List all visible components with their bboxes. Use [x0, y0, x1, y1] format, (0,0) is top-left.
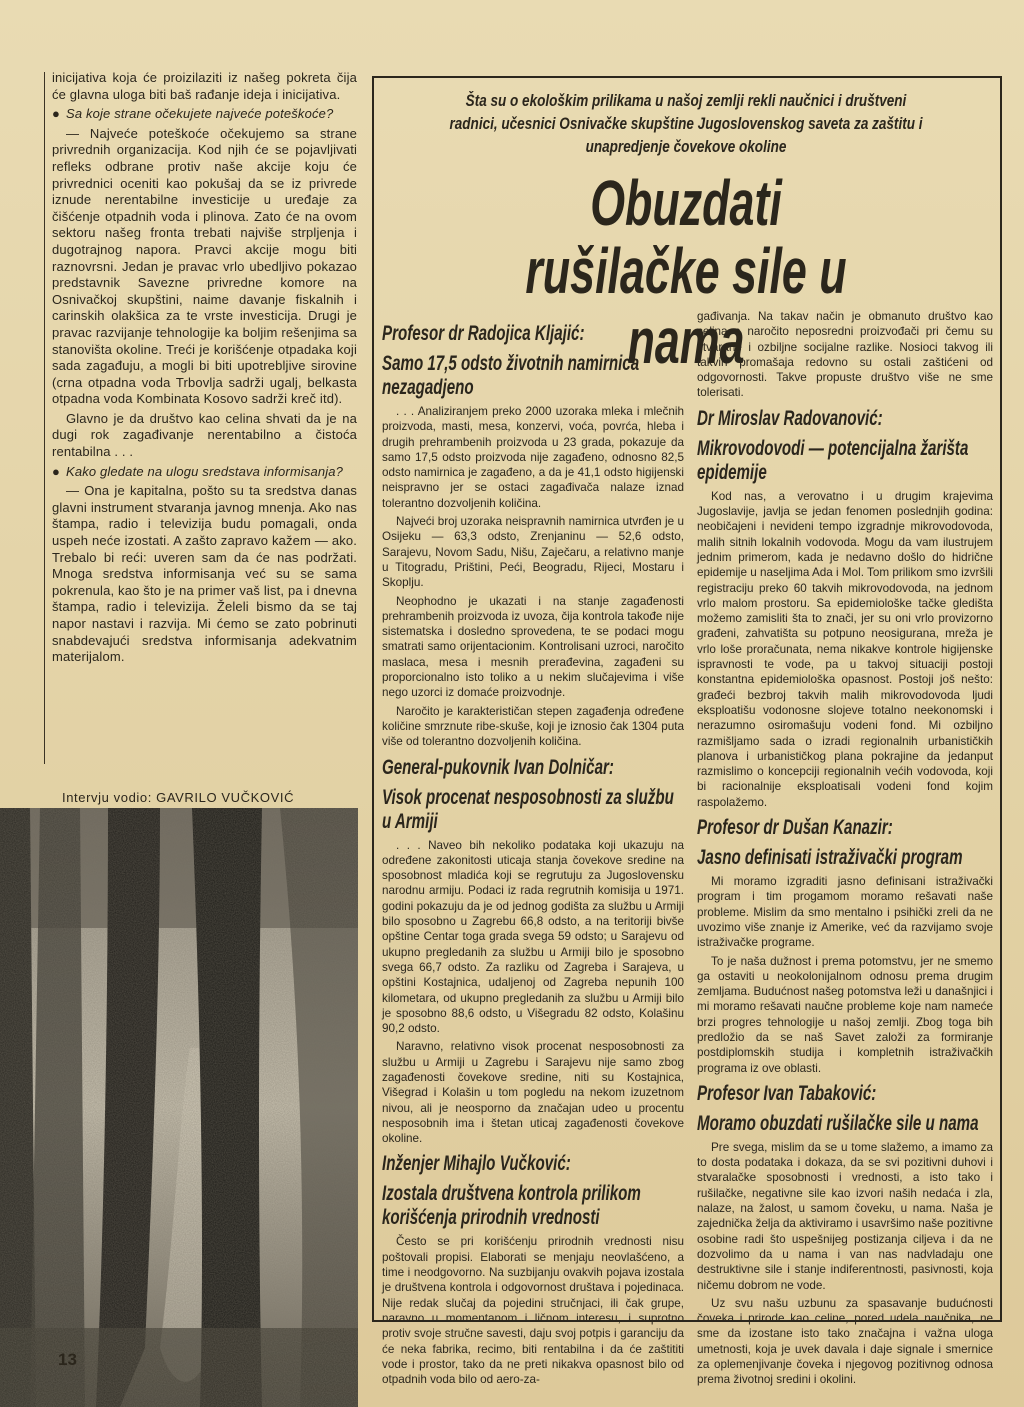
paragraph: Naravno, relativno visok procenat nesposobnosti za službu u Armiji u Zagrebu i Sarajevu nije samo zbog zagađenosti čovekove sredine, niti su Kostajnica, Višegrad i Kolašin u tom pogledu na nekom izuzetnom nivou, ali je neosporno da značajan udeo u procentu nesposobnih ima i štetan uticaj zagađenosti čovekove okoline.: [382, 1040, 684, 1146]
subheading: Moramo obuzdati rušilačke sile u nama: [697, 1111, 979, 1135]
paragraph: gađivanja. Na takav način je obmanuto društvo kao celina a naročito neposredni proizvođači pri čemu su stvarane i ozbiljne socijalne razlike. Nosioci takvog ili takvih promašaja redovno su ostali zaštićeni od odgovornosti. Takve propuste društvo više ne sme tolerisati.: [697, 310, 993, 400]
paragraph: — Ona je kapitalna, pošto su ta sredstva danas glavni instrument stvaranja javnog mnenja. Ako nas štampa, radio i televizija budu pomagali, onda uspeh neće izostati. A zašto zapravo kažem — ako. Trebalo bi reći: uveren sam da će nas podržati. Mnoga sredstva informisanja već su se sama pokrenula, kao što je na primer vaš list, pa i dnevna štampa, radio i televizija. Želeli bismo da se taj napor nastavi i razvija. Mi ćemo se zato pobrinuti snabdevajući sredstva informisanja adekvatnim materijalom.: [52, 483, 357, 665]
subheading: Visok procenat nesposobnosti za službu u Armiji: [382, 785, 674, 833]
paragraph: Neophodno je ukazati i na stanje zagađenosti prehrambenih proizvoda iz uvoza, čija kontrola takođe nije sistematska i dosledno sprovedena, te se podaci mogu smatrati samo orijentacionim. Kontrolisani uzroci, naročito maslaca, mesa i mesnih prerađevina, zagađeni su proporcionalno isto toliko a u nekim slučajevima i više nego uzorci iz domaće proizvodnje.: [382, 594, 684, 700]
subheading: Profesor dr Dušan Kanazir:: [697, 816, 893, 840]
interview-question: [52, 106, 357, 123]
bullet-icon: ●: [52, 106, 61, 122]
paragraph: Često se pri korišćenju prirodnih vrednosti nisu poštovali propisi. Elaborati se menjaju neovlašćeno, a time i neodgovorno. Na suzbijanju ovakvih pojava izostala je društvena kontrola i odgovornost društava i pojedinaca. Nije redak slučaj da pojedini stručnjaci, ili čak grupe, naravno u momentanom i ličnom interesu, i suprotno protiv svoje stručne savesti, daju svoj potpis i garanciju da će neka fabrika, recimo, biti rentabilna i da će zaštititi vode i prostor, tako da ne preti nikakva opasnost bilo od otpadnih voda bilo od aero-za-: [382, 1235, 684, 1387]
forest-photo-image: [0, 808, 358, 1407]
paragraph: Uz svu našu uzbunu za spasavanje budućnosti čoveka i prirode kao celine, pored udela naučnika, ne sme da izostane isto tako značajna i važna uloga umetnosti, koja je uvek davala i daje signale i smernice za oplemenjivanje čoveka i njegovog pozitivnog odnosa prema životnoj sredini i okolini.: [697, 1296, 993, 1387]
paragraph: Naročito je karakterističan stepen zagađenja određene količine smrznute ribe-skuše, koji je iznosio čak 1304 puta više od tolerantno dozvoljenih količina.: [382, 704, 684, 749]
forest-photo: [0, 808, 358, 1407]
subheading: Jasno definisati istraživački program: [697, 846, 963, 870]
headline-line-2: rušilačke sile u nama: [525, 235, 847, 377]
paragraph: Najveći broj uzoraka neispravnih namirnica utvrđen je u Osijeku — 63,3 odsto, Zrenjaninu — 52,6 odsto, Sarajevu, Novom Sadu, Nišu, Zaječaru, a relativno manje u Titogradu, Prištini, Peći, Beogradu, Rijeci, Mostaru i Skoplju.: [382, 515, 684, 590]
paragraph: — Najveće poteškoće očekujemo sa strane privrednih organizacija. Kod njih će se pojavljivati refleks odbrane protiv naše akcije koju će privrednici oceniti kao pokušaj da se iz privrede iznude nerentabilne investicije u uređaje za čišćenje otpadnih voda i plinova. Zato će na ovom sektoru našeg fronta trebati najviše strpljenja i dugotrajnog napora. Pravci akcije mogu biti raznovrsni. Jedan je pravac vrlo ubedljivo pokazao predstavnik Savezne privredne komore na Osnivačkoj skupštini, naime davanje fiskalnih i carinskih olakšica za te vrste investicija. Drugi je pravac razvijanje tehnologije ka boljim rešenjima sa stanovišta okoline. Treći je korišćenje otpadaka koji sada zagađuju, a mogli bi biti upotrebljive sirovine (crna otpadna voda Trbovlja sadrži ugalj, belkasta otpadna voda Kombinata Kosovo sadrži kreč itd).: [52, 125, 357, 407]
middle-column: [382, 316, 684, 1390]
paragraph: Glavno je da društvo kao celina shvati da je na dugi rok zagađivanje nerentabilno a čistoća rentabilna . . .: [52, 410, 357, 460]
left-column: [52, 70, 357, 669]
subheading: Samo 17,5 odsto životnih namirnica nezagadjeno: [382, 352, 640, 399]
subheading: Izostala društvena kontrola prilikom korišćenja prirodnih vrednosti: [382, 1182, 641, 1230]
paragraph: . . . Analiziranjem preko 2000 uzoraka mleka i mlečnih proizvoda, masti, mesa, konzervi, voća, povrća, hleba i drugih prehrambenih proizvoda u 23 grada, pokazuje da samo 17,5 odsto proizvoda nije zagađeno, odnosno 82,5 odsto namirnica je zagađeno, a da je 41,1 odsto higijenski neispravno jer se ostaci zagađivača nalaze iznad tolerantno dozvoljenih količina.: [382, 405, 684, 510]
paragraph: Pre svega, mislim da se u tome slažemo, a imamo za to dosta podataka i dokaza, da se svi pozitivni duhovi i stvaralačke sposobnosti i vrednosti, a isto tako i rušilačke, negativne sile kao izvori naših nedaća i zla, nalaze, na žalost, u samom čoveku, u nama. Naša je zajednička želja da aktiviramo i usavršimo naše pozitivne osobine radi što uspešnijeg postizanja ciljeva i da ne dozvolimo da u nama i van nas nadvladaju one destruktivne sile i stanje indiferentnosti, pasivnosti, koja ničemu dobrom ne vode.: [697, 1140, 993, 1292]
subheading: Inženjer Mihajlo Vučković:: [382, 1152, 571, 1176]
paragraph: Mi moramo izgraditi jasno definisani istraživački program i tim progamom moramo rešavati naše probleme. Mislim da smo mentalno i psihički zreli da ne uvozimo više znanje iz Amerike, već da razvijamo svoje istraživačke programe.: [697, 875, 993, 950]
right-column: [697, 309, 993, 1391]
subheading: Dr Miroslav Radovanović:: [697, 406, 883, 430]
subheading: Profesor Ivan Tabaković:: [697, 1081, 877, 1105]
headline-line-1: Obuzdati: [590, 167, 782, 239]
bullet-icon: ●: [52, 463, 61, 479]
left-column-rule: [44, 72, 45, 764]
question-text: Kako gledate na ulogu sredstava informisanja?: [66, 463, 344, 479]
article-lead: Šta su o ekološkim prilikama u našoj zemlji rekli naučnici i društveni radnici, učesnici Osnivačke skupštine Jugoslovenskog saveta za zaštitu i unapredjenje čovekove okoline: [449, 92, 923, 156]
page-number: 13: [58, 1350, 77, 1369]
paragraph: . . . Naveo bih nekoliko podataka koji ukazuju na određene zakonitosti uticaja stanja čovekove sredine na sposobnost mladića koji se regrutuju za Jugoslovensku narodnu armiju. Podaci iz rada regrutnih komisija u 1971. godini pokazuju da je od jednog godišta za službu u Armiji bilo sposobno u Zagrebu 66,8 odsto, a na teritoriji bivše opštine Centar toga grada svega 59 odsto; u Sarajevu od ukupno pregledanih za službu u Armiji bilo je sposobno svega 66,7 odsto. Za razliku od Zagreba i Sarajeva, u opštini Kostajnica, udaljenoj od Zagreba nepunih 100 kilometara, od ukupno pregledanih za službu u Armiji bilo je sposobno 88,6 odsto, u Višegradu 82 odsto, Kolašinu 90,2 odsto.: [382, 838, 684, 1036]
question-text: Sa koje strane očekujete najveće poteškoće?: [66, 106, 334, 122]
paragraph: Kod nas, a verovatno i u drugim krajevima Jugoslavije, javlja se jedan fenomen poslednjih godina: neobičajeni i nevideni tempo izgradnje mikrovodovoda, malih sitnih lokalnih vodovoda. Mogu da vam ilustrujem jednim primerom, kada je nedavno došlo do hidrične epidemije u naseljima Ada i Mol. Tom prilikom smo izvršili registraciju preko 60 takvih mikrovodovoda, na jednom vrlo malom prostoru. Sa epidemiološke tačke gledišta možemo zamisliti šta to znači, jer su oni vrlo provizorno građeni, zahvatišta su potpuno neosigurana, mreža je vrlo loše proračunata, nema nikakve kontrole higijenske ispravnosti te vode, pa u takvoj situaciji postoji konstantna epidemiološka opasnost. Postoji još nešto: građeći bezbroj takvih malih mikrovodovoda ljudi eksploatišu vodonosne slojeve totalno neekonomski i nerazumno osiromašuju vodeni fond. Mi ozbiljno razmišljamo sada o izradi regionalnih urbanističkih planova i urbanističkog plana pokrajine da jedanput razmislimo o koncepciji regionalnih većih vodovoda, koji bi racionalnije eksploatisali vodeni fond kojim raspolažemo.: [697, 489, 993, 809]
interview-credit: Intervju vodio: GAVRILO VUČKOVIĆ: [62, 790, 295, 805]
subheading: Profesor dr Radojica Kljajić:: [382, 322, 585, 345]
subheading: Mikrovodovodi — potencijalna žarišta epidemije: [697, 436, 969, 484]
interview-question: [52, 464, 357, 481]
paragraph: inicijativa koja će proizilaziti iz našeg pokreta čija će glavna uloga biti baš rađanje ideja i inicijativa.: [52, 70, 357, 102]
subheading: General-pukovnik Ivan Dolničar:: [382, 755, 614, 779]
paragraph: To je naša dužnost i prema potomstvu, jer ne smemo ga ostaviti u neokolonijalnom odnosu prema drugim zemljama. Budućnost našeg potomstva leži u današnjici i mi moramo rešavati naučne probleme koje nam nameće brzi progres tehnologije u našoj zemlji. Zbog toga bih predložio da se naš Savet založi za formiranje postdiplomskih studija i kompletnih istraživačkih programa iz ove oblasti.: [697, 954, 993, 1075]
